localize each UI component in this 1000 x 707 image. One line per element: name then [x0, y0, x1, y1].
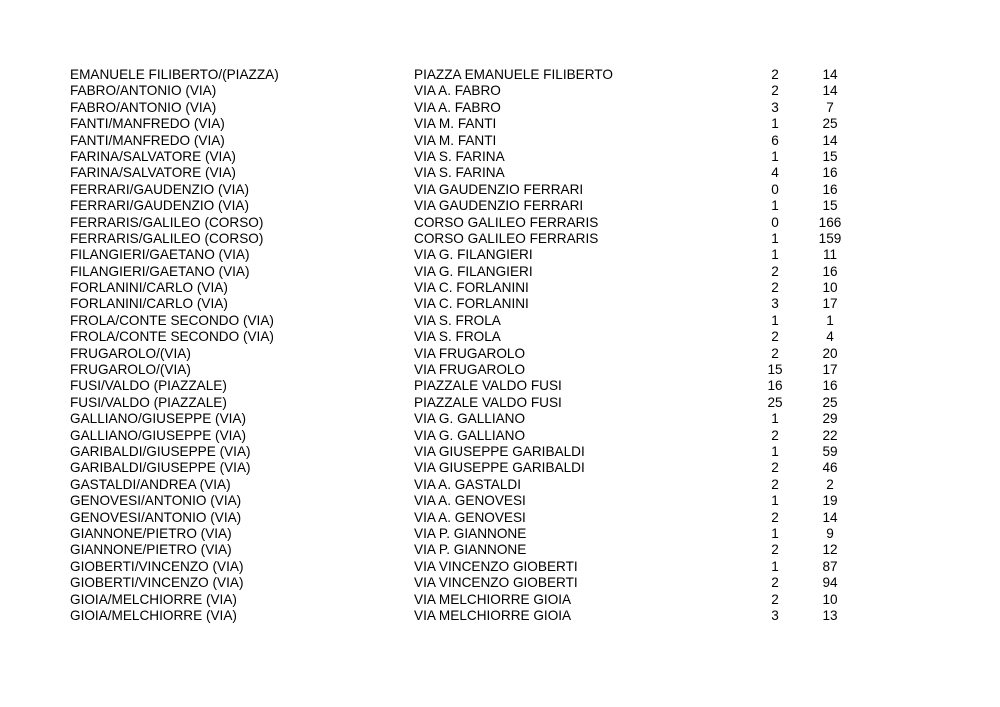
- street-number-b: 10: [822, 591, 838, 607]
- street-number-a: 1: [771, 198, 779, 214]
- table-row: [70, 231, 850, 247]
- street-number-a: 1: [771, 312, 779, 328]
- street-display-name: VIA S. FROLA: [414, 329, 501, 345]
- street-number-b: 13: [822, 607, 838, 623]
- street-number-b: 25: [822, 394, 838, 410]
- street-number-a: 0: [771, 181, 779, 197]
- street-number-b: 16: [822, 378, 838, 394]
- street-index-name: FILANGIERI/GAETANO (VIA): [70, 247, 250, 263]
- street-display-name: VIA C. FORLANINI: [414, 296, 529, 312]
- table-row: [70, 395, 850, 411]
- table-row: [70, 264, 850, 280]
- street-number-a: 1: [771, 116, 779, 132]
- street-number-b: 16: [822, 165, 838, 181]
- street-number-a: 2: [771, 591, 779, 607]
- table-row: [70, 280, 850, 296]
- street-index-name: GALLIANO/GIUSEPPE (VIA): [70, 411, 247, 427]
- street-index-name: FERRARI/GAUDENZIO (VIA): [70, 198, 249, 214]
- table-row: [70, 477, 850, 493]
- street-number-b: 19: [822, 493, 838, 509]
- street-number-b: 14: [822, 83, 838, 99]
- street-index-name: EMANUELE FILIBERTO/(PIAZZA): [70, 67, 279, 82]
- street-number-a: 2: [771, 575, 779, 591]
- street-display-name: VIA MELCHIORRE GIOIA: [414, 591, 572, 607]
- table-row: [70, 296, 850, 312]
- street-number-b: 11: [822, 247, 838, 263]
- street-display-name: PIAZZALE VALDO FUSI: [414, 378, 562, 394]
- table-row: [70, 510, 850, 526]
- table-row: [70, 592, 850, 608]
- street-index-name: FRUGAROLO/(VIA): [70, 362, 191, 378]
- street-index-name: FERRARIS/GALILEO (CORSO): [70, 214, 264, 230]
- street-display-name: CORSO GALILEO FERRARIS: [414, 230, 599, 246]
- street-number-a: 1: [771, 558, 779, 574]
- street-index-name: GIOBERTI/VINCENZO (VIA): [70, 558, 244, 574]
- street-display-name: VIA A. GASTALDI: [414, 476, 522, 492]
- street-display-name: VIA GAUDENZIO FERRARI: [414, 181, 584, 197]
- street-index-name: FABRO/ANTONIO (VIA): [70, 83, 217, 99]
- street-display-name: VIA G. FILANGIERI: [414, 247, 533, 263]
- street-number-a: 2: [771, 280, 779, 296]
- street-index-name: FARINA/SALVATORE (VIA): [70, 148, 236, 164]
- street-number-a: 3: [771, 607, 779, 623]
- street-display-name: VIA M. FANTI: [414, 116, 497, 132]
- street-number-b: 7: [826, 99, 834, 115]
- street-number-a: 1: [771, 148, 779, 164]
- table-row: [70, 83, 850, 99]
- street-index-name: FANTI/MANFREDO (VIA): [70, 116, 225, 132]
- street-number-a: 16: [767, 378, 783, 394]
- street-number-a: 1: [771, 525, 779, 541]
- street-number-b: 17: [822, 296, 838, 312]
- street-table: [70, 67, 850, 624]
- street-display-name: VIA S. FARINA: [414, 165, 505, 181]
- street-number-a: 6: [771, 132, 779, 148]
- street-display-name: VIA MELCHIORRE GIOIA: [414, 607, 572, 623]
- street-number-b: 9: [826, 525, 834, 541]
- street-index-name: GIANNONE/PIETRO (VIA): [70, 525, 232, 541]
- table-row: [70, 247, 850, 263]
- street-number-a: 0: [771, 214, 779, 230]
- street-display-name: PIAZZA EMANUELE FILIBERTO: [414, 67, 613, 82]
- street-number-b: 59: [822, 443, 838, 459]
- street-display-name: VIA FRUGAROLO: [414, 362, 526, 378]
- street-number-b: 15: [822, 148, 838, 164]
- street-number-b: 10: [822, 280, 838, 296]
- street-number-b: 25: [822, 116, 838, 132]
- street-number-a: 2: [771, 427, 779, 443]
- street-number-b: 46: [822, 460, 838, 476]
- street-number-a: 1: [771, 247, 779, 263]
- table-row: [70, 165, 850, 181]
- street-index-name: GALLIANO/GIUSEPPE (VIA): [70, 427, 247, 443]
- table-row: [70, 542, 850, 558]
- street-index-name: FERRARI/GAUDENZIO (VIA): [70, 181, 249, 197]
- street-index-name: FUSI/VALDO (PIAZZALE): [70, 378, 227, 394]
- street-display-name: VIA P. GIANNONE: [414, 542, 527, 558]
- street-index-name: FORLANINI/CARLO (VIA): [70, 296, 228, 312]
- street-index-name: FRUGAROLO/(VIA): [70, 345, 191, 361]
- street-number-b: 20: [822, 345, 838, 361]
- street-number-a: 2: [771, 329, 779, 345]
- street-number-b: 15: [822, 198, 838, 214]
- street-index-name: FILANGIERI/GAETANO (VIA): [70, 263, 250, 279]
- street-display-name: VIA S. FARINA: [414, 148, 505, 164]
- street-number-b: 159: [818, 230, 842, 246]
- street-number-a: 2: [771, 476, 779, 492]
- street-number-b: 4: [826, 329, 834, 345]
- street-display-name: VIA A. GENOVESI: [414, 509, 526, 525]
- street-index-name: FARINA/SALVATORE (VIA): [70, 165, 236, 181]
- street-number-b: 14: [822, 509, 838, 525]
- street-number-a: 2: [771, 542, 779, 558]
- street-display-name: VIA P. GIANNONE: [414, 525, 527, 541]
- street-index-name: GARIBALDI/GIUSEPPE (VIA): [70, 460, 251, 476]
- street-number-a: 2: [771, 67, 779, 82]
- street-index-name: GIOIA/MELCHIORRE (VIA): [70, 591, 237, 607]
- table-row: [70, 116, 850, 132]
- street-number-a: 1: [771, 230, 779, 246]
- street-number-b: 12: [822, 542, 838, 558]
- street-index-name: FANTI/MANFREDO (VIA): [70, 132, 225, 148]
- table-row: [70, 329, 850, 345]
- street-index-name: FROLA/CONTE SECONDO (VIA): [70, 312, 274, 328]
- street-number-b: 14: [822, 67, 838, 82]
- street-index-name: FORLANINI/CARLO (VIA): [70, 280, 228, 296]
- street-number-b: 17: [822, 362, 838, 378]
- street-number-b: 94: [822, 575, 838, 591]
- street-display-name: PIAZZALE VALDO FUSI: [414, 394, 562, 410]
- street-index-name: FROLA/CONTE SECONDO (VIA): [70, 329, 274, 345]
- street-index-name: GARIBALDI/GIUSEPPE (VIA): [70, 443, 251, 459]
- table-row: [70, 460, 850, 476]
- table-row: [70, 215, 850, 231]
- street-number-a: 1: [771, 443, 779, 459]
- street-index-name: GIANNONE/PIETRO (VIA): [70, 542, 232, 558]
- street-number-a: 2: [771, 509, 779, 525]
- street-display-name: VIA G. FILANGIERI: [414, 263, 533, 279]
- table-row: [70, 362, 850, 378]
- street-number-b: 16: [822, 263, 838, 279]
- street-display-name: VIA S. FROLA: [414, 312, 501, 328]
- street-number-a: 2: [771, 83, 779, 99]
- street-display-name: VIA G. GALLIANO: [414, 411, 526, 427]
- table-row: [70, 559, 850, 575]
- table-row: [70, 346, 850, 362]
- table-row: [70, 133, 850, 149]
- street-index-name: GASTALDI/ANDREA (VIA): [70, 476, 231, 492]
- street-number-a: 3: [771, 296, 779, 312]
- street-display-name: VIA G. GALLIANO: [414, 427, 526, 443]
- street-number-b: 29: [822, 411, 838, 427]
- street-number-a: 3: [771, 99, 779, 115]
- street-index-name: GIOIA/MELCHIORRE (VIA): [70, 607, 237, 623]
- table-row: [70, 526, 850, 542]
- street-display-name: VIA VINCENZO GIOBERTI: [414, 575, 578, 591]
- street-number-b: 1: [826, 312, 834, 328]
- street-number-a: 25: [767, 394, 783, 410]
- street-index-name: FABRO/ANTONIO (VIA): [70, 99, 217, 115]
- street-number-a: 1: [771, 411, 779, 427]
- table-row: [70, 198, 850, 214]
- table-row: [70, 444, 850, 460]
- street-number-a: 2: [771, 263, 779, 279]
- street-index-name: GENOVESI/ANTONIO (VIA): [70, 509, 242, 525]
- table-row: [70, 608, 850, 624]
- street-display-name: VIA FRUGAROLO: [414, 345, 526, 361]
- street-number-b: 87: [822, 558, 838, 574]
- street-display-name: VIA VINCENZO GIOBERTI: [414, 558, 578, 574]
- street-number-a: 1: [771, 493, 779, 509]
- street-number-b: 14: [822, 132, 838, 148]
- street-index-name: GENOVESI/ANTONIO (VIA): [70, 493, 242, 509]
- street-number-a: 2: [771, 460, 779, 476]
- table-row: [70, 411, 850, 427]
- street-display-name: VIA A. GENOVESI: [414, 493, 526, 509]
- table-row: [70, 378, 850, 394]
- street-number-a: 2: [771, 345, 779, 361]
- street-display-name: VIA GIUSEPPE GARIBALDI: [414, 460, 585, 476]
- street-display-name: CORSO GALILEO FERRARIS: [414, 214, 599, 230]
- street-index-name: FUSI/VALDO (PIAZZALE): [70, 394, 227, 410]
- table-row: [70, 149, 850, 165]
- table-row: [70, 493, 850, 509]
- table-row: [70, 182, 850, 198]
- table-row: [70, 67, 850, 83]
- street-display-name: VIA A. FABRO: [414, 83, 501, 99]
- street-index-name: FERRARIS/GALILEO (CORSO): [70, 230, 264, 246]
- table-row: [70, 313, 850, 329]
- street-index-name: GIOBERTI/VINCENZO (VIA): [70, 575, 244, 591]
- street-number-b: 16: [822, 181, 838, 197]
- table-row: [70, 575, 850, 591]
- street-number-b: 2: [826, 476, 834, 492]
- street-display-name: VIA GAUDENZIO FERRARI: [414, 198, 584, 214]
- street-display-name: VIA M. FANTI: [414, 132, 497, 148]
- street-number-a: 15: [767, 362, 783, 378]
- street-number-a: 4: [771, 165, 779, 181]
- street-display-name: VIA GIUSEPPE GARIBALDI: [414, 443, 585, 459]
- street-display-name: VIA A. FABRO: [414, 99, 501, 115]
- table-row: [70, 100, 850, 116]
- street-number-b: 166: [818, 214, 842, 230]
- table-row: [70, 428, 850, 444]
- street-number-b: 22: [822, 427, 838, 443]
- street-display-name: VIA C. FORLANINI: [414, 280, 529, 296]
